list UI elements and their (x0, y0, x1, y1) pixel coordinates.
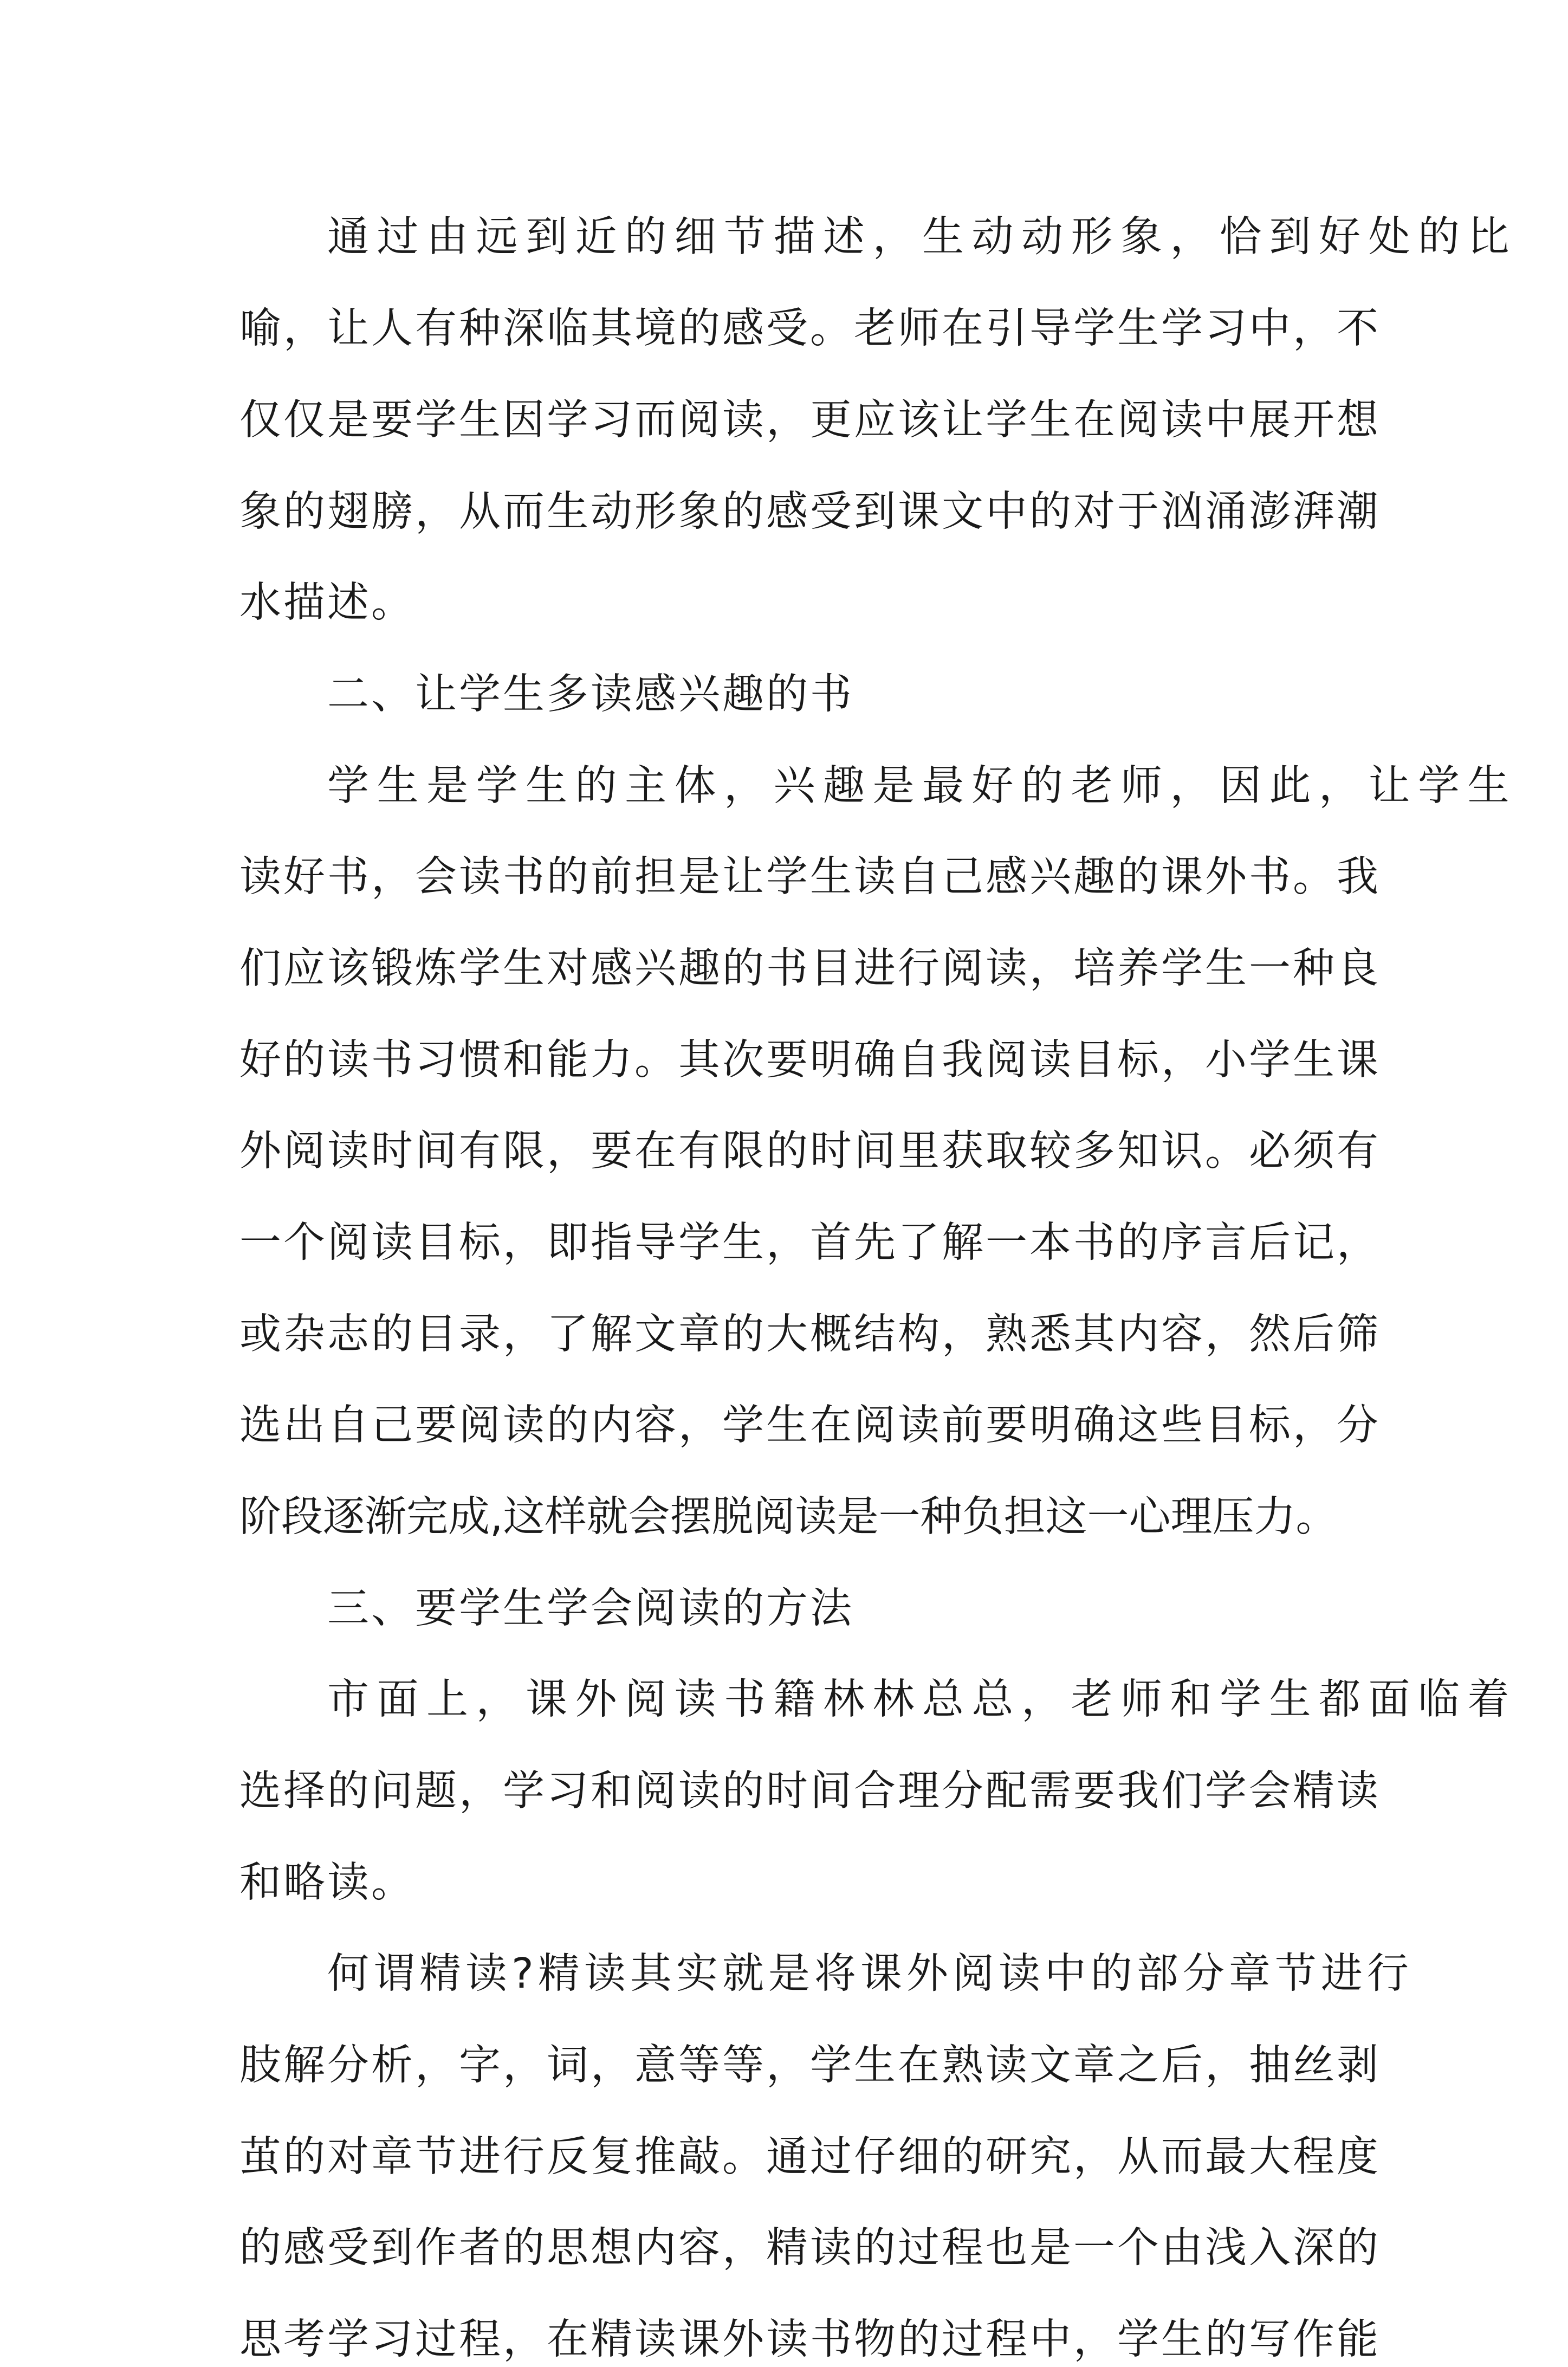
text-line: 喻，让人有种深临其境的感受。老师在引导学生学习中，不 (239, 305, 1381, 353)
text-line: 肢解分析，字，词，意等等，学生在熟读文章之后，抽丝剥 (239, 2041, 1381, 2090)
text-line: 选出自己要阅读的内容，学生在阅读前要明确这些目标，分 (239, 1401, 1381, 1450)
text-line: 市面上，课外阅读书籍林林总总，老师和学生都面临着 (327, 1676, 1517, 1724)
text-line: 思考学习过程，在精读课外读书物的过程中，学生的写作能 (239, 2316, 1381, 2364)
text-line: 好的读书习惯和能力。其次要明确自我阅读目标，小学生课 (239, 1036, 1381, 1084)
text-line: 外阅读时间有限，要在有限的时间里获取较多知识。必须有 (239, 1127, 1381, 1175)
text-line: 象的翅膀，从而生动形象的感受到课文中的对于汹涌澎湃潮 (239, 488, 1381, 536)
text-line: 读好书，会读书的前担是让学生读自己感兴趣的课外书。我 (239, 853, 1381, 901)
text-line: 茧的对章节进行反复推敲。通过仔细的研究，从而最大程度 (239, 2133, 1381, 2181)
text-line: 一个阅读目标，即指导学生，首先了解一本书的序言后记， (239, 1219, 1381, 1267)
text-line: 和略读。 (239, 1859, 415, 1907)
text-line: 何谓精读?精读其实就是将课外阅读中的部分章节进行 (327, 1950, 1413, 1998)
text-line: 的感受到作者的思想内容，精读的过程也是一个由浅入深的 (239, 2224, 1381, 2272)
section-heading: 二、让学生多读感兴趣的书 (327, 670, 854, 719)
text-line: 仅仅是要学生因学习而阅读，更应该让学生在阅读中展开想 (239, 396, 1381, 444)
text-line: 们应该锻炼学生对感兴趣的书目进行阅读，培养学生一种良 (239, 945, 1381, 993)
text-line: 阶段逐渐完成,这样就会摆脱阅读是一种负担这一心理压力。 (239, 1493, 1338, 1541)
text-line: 水描述。 (239, 579, 415, 627)
text-line: 学生是学生的主体，兴趣是最好的老师，因此，让学生 (327, 762, 1517, 810)
text-line: 通过由远到近的细节描述，生动动形象，恰到好处的比 (327, 213, 1517, 261)
section-heading: 三、要学生学会阅读的方法 (327, 1585, 854, 1633)
text-line: 选择的问题，学习和阅读的时间合理分配需要我们学会精读 (239, 1767, 1381, 1815)
text-line: 或杂志的目录，了解文章的大概结构，熟悉其内容，然后筛 (239, 1310, 1381, 1359)
